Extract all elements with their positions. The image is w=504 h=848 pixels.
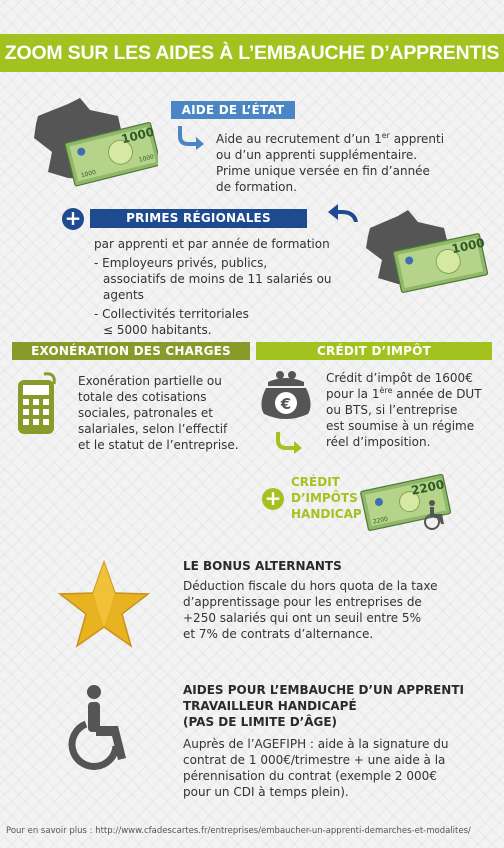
arrow-icon [178, 124, 206, 154]
svg-text:€: € [280, 395, 292, 413]
regional-item: - Collectivités territoriales [94, 307, 249, 321]
footer-source [6, 826, 471, 836]
svg-text:1000: 1000 [119, 124, 156, 147]
state-aid-text [216, 131, 456, 195]
bonus-text [183, 578, 473, 642]
state-aid-line: Aide au recrutement d’un 1 [216, 132, 382, 146]
arrow-back-icon [326, 202, 360, 228]
tax-credit-line: réel d’imposition. [326, 435, 431, 449]
regional-item: ≤ 5000 habitants. [103, 323, 212, 337]
tax-credit-tag [256, 342, 492, 360]
regional-text [94, 236, 374, 338]
disabled-line: Auprès de l’AGEFIPH : aide à la signature du [183, 737, 449, 751]
disabled-line: contrat de 1 000€/trimestre + une aide à la [183, 753, 446, 767]
svg-text:1000: 1000 [450, 235, 486, 257]
regional-tag-label: PRIMES RÉGIONALES [126, 211, 271, 225]
disabled-text [183, 736, 483, 800]
euro-bill-icon [360, 474, 456, 532]
svg-text:2200: 2200 [372, 515, 389, 526]
handicap-credit-line: D’IMPÔTS [291, 491, 358, 505]
tax-credit-line: année de DUT [392, 387, 482, 401]
tax-credit-line: pour la 1 [326, 387, 380, 401]
exoneration-tag [12, 342, 250, 360]
plus-icon: + [262, 488, 284, 510]
regional-item: associatifs de moins de 11 salariés ou agents [103, 272, 332, 302]
svg-text:2200: 2200 [409, 477, 446, 498]
bonus-line: Déduction fiscale du hors quota de la taxe [183, 579, 438, 593]
france-bill-illustration [28, 96, 158, 196]
handicap-bill-illustration [360, 474, 456, 532]
page-title: ZOOM SUR LES AIDES À L’EMBAUCHE D’APPRENTIS [4, 42, 500, 64]
exoneration-tag-label: EXONÉRATION DES CHARGES [31, 344, 231, 358]
disabled-heading [183, 682, 483, 730]
arrow-icon [276, 430, 304, 458]
state-aid-line: ou d’un apprenti supplémentaire. [216, 148, 418, 162]
state-aid-line: apprenti [389, 132, 445, 146]
star-icon [58, 560, 150, 654]
disabled-heading-line: TRAVAILLEUR HANDICAPÉ [183, 699, 357, 713]
superscript: er [381, 131, 390, 140]
exoneration-text [78, 373, 253, 453]
disabled-line: pérennisation du contrat (exemple 2 000€ [183, 769, 437, 783]
exoneration-line: et le statut de l’entreprise. [78, 438, 239, 452]
exoneration-line: totale des cotisations [78, 390, 207, 404]
bonus-line: et 7% de contrats d’alternance. [183, 627, 374, 641]
tax-credit-line: Crédit d’impôt de 1600€ [326, 371, 473, 385]
exoneration-line: Exonération partielle ou [78, 374, 222, 388]
tax-credit-text [326, 370, 496, 450]
handicap-credit-line: HANDICAP [291, 507, 362, 521]
plus-icon: + [62, 208, 84, 230]
disabled-heading-line: (PAS DE LIMITE D’ÂGE) [183, 715, 338, 729]
tax-credit-line: est soumise à un régime [326, 419, 475, 433]
regional-item: - Employeurs privés, publics, [94, 256, 268, 270]
exoneration-line: salariales, selon l’effectif [78, 422, 228, 436]
purse-euro-icon [256, 370, 316, 426]
disabled-line: pour un CDI à temps plein). [183, 785, 349, 799]
regional-intro: par apprenti et par année de formation [94, 237, 330, 251]
wheelchair-icon [66, 684, 136, 776]
tax-credit-line: ou BTS, si l’entreprise [326, 403, 458, 417]
france-map-icon [28, 96, 158, 196]
handicap-credit-line: CRÉDIT [291, 475, 340, 489]
bonus-line: d’apprentissage pour les entreprises de [183, 595, 422, 609]
france-map-icon [360, 210, 490, 300]
footer-link-text: Pour en savoir plus : http://www.cfadescartes.fr/entreprises/embaucher-un-apprenti-demarches-et-modalites/ [6, 826, 471, 836]
state-aid-line: de formation. [216, 180, 297, 194]
france-bill-illustration-2 [360, 210, 490, 300]
bonus-line: +250 salariés qui ont un seuil entre 5% [183, 611, 421, 625]
state-aid-tag-label: AIDE DE L’ÉTAT [181, 103, 285, 117]
page-title-banner [0, 34, 504, 72]
bonus-heading [183, 558, 342, 574]
state-aid-tag [171, 101, 295, 119]
svg-text:1000: 1000 [80, 168, 97, 180]
tax-credit-tag-label: CRÉDIT D’IMPÔT [317, 344, 431, 358]
calculator-icon [16, 372, 60, 440]
disabled-heading-line: AIDES POUR L’EMBAUCHE D’UN APPRENTI [183, 683, 464, 697]
exoneration-line: sociales, patronales et [78, 406, 213, 420]
superscript: ère [379, 386, 393, 395]
regional-tag [90, 209, 307, 228]
state-aid-line: Prime unique versée en fin d’année [216, 164, 430, 178]
handicap-credit-label [291, 474, 362, 522]
svg-text:1000: 1000 [138, 153, 155, 164]
bonus-heading-text: LE BONUS ALTERNANTS [183, 559, 342, 573]
